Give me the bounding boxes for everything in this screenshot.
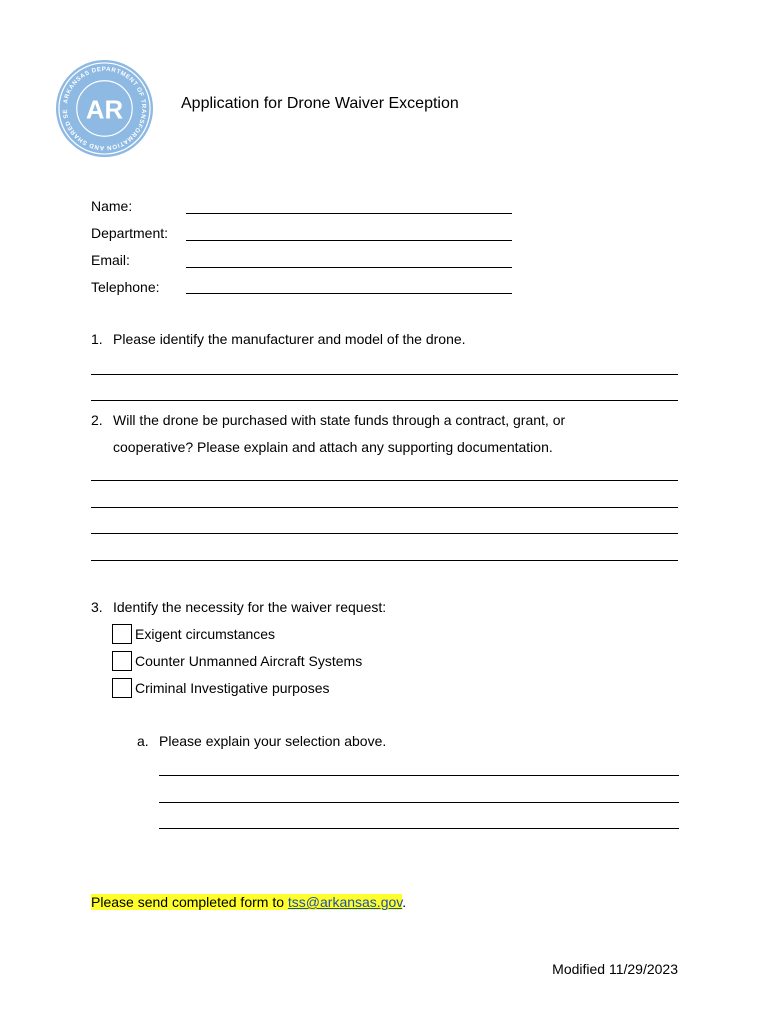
question-2-answer-line[interactable] xyxy=(91,533,678,534)
question-3a-answer-line[interactable] xyxy=(159,775,679,776)
question-2-answer-line[interactable] xyxy=(91,480,678,481)
agency-logo xyxy=(55,59,154,158)
question-3a-text: Please explain your selection above. xyxy=(159,733,387,749)
name-field[interactable] xyxy=(186,213,512,214)
question-1-text: Please identify the manufacturer and model of the drone. xyxy=(113,331,466,347)
exigent-checkbox[interactable] xyxy=(112,624,132,644)
telephone-field[interactable] xyxy=(186,293,512,294)
counter-uas-label: Counter Unmanned Aircraft Systems xyxy=(135,653,363,669)
telephone-label: Telephone: xyxy=(91,279,160,295)
send-period: . xyxy=(402,894,407,910)
send-instructions xyxy=(91,894,406,910)
question-3a-answer-line[interactable] xyxy=(159,828,679,829)
department-field[interactable] xyxy=(186,240,512,241)
question-3 xyxy=(91,594,386,621)
criminal-checkbox[interactable] xyxy=(112,678,132,698)
option-criminal[interactable] xyxy=(112,677,330,699)
question-3a xyxy=(137,728,386,755)
question-1-answer-line[interactable] xyxy=(91,374,678,375)
question-3a-answer-line[interactable] xyxy=(159,802,679,803)
question-1 xyxy=(91,326,466,353)
email-link[interactable]: tss@arkansas.gov xyxy=(287,894,403,910)
counter-uas-checkbox[interactable] xyxy=(112,651,132,671)
question-1-number: 1. xyxy=(91,331,103,347)
send-text: Please send completed form to xyxy=(91,894,288,910)
svg-text:ARKANSAS DEPARTMENT OF TRANSFO: ARKANSAS DEPARTMENT OF TRANSFORMATION AND SHARED SE xyxy=(61,65,148,152)
name-label: Name: xyxy=(91,198,133,214)
question-2-text-line1: Will the drone be purchased with state funds through a contract, grant, or xyxy=(113,412,566,428)
option-counter-uas[interactable] xyxy=(112,650,362,672)
email-field[interactable] xyxy=(186,267,512,268)
question-2-answer-line[interactable] xyxy=(91,507,678,508)
question-3-text: Identify the necessity for the waiver request: xyxy=(113,599,387,615)
question-3-number: 3. xyxy=(91,599,103,615)
question-1-answer-line[interactable] xyxy=(91,400,678,401)
question-2-answer-line[interactable] xyxy=(91,560,678,561)
question-3a-number: a. xyxy=(137,733,149,749)
criminal-label: Criminal Investigative purposes xyxy=(135,680,330,696)
option-exigent[interactable] xyxy=(112,623,275,645)
email-label: Email: xyxy=(91,252,130,268)
svg-text:AR: AR xyxy=(85,96,124,125)
page-title: Application for Drone Waiver Exception xyxy=(181,95,459,112)
exigent-label: Exigent circumstances xyxy=(135,626,276,642)
question-2-text-line2: cooperative? Please explain and attach any supporting documentation. xyxy=(113,439,553,455)
question-2-number: 2. xyxy=(91,412,103,428)
department-label: Department: xyxy=(91,225,169,241)
question-2 xyxy=(91,407,565,461)
modified-date: Modified 11/29/2023 xyxy=(552,961,678,977)
